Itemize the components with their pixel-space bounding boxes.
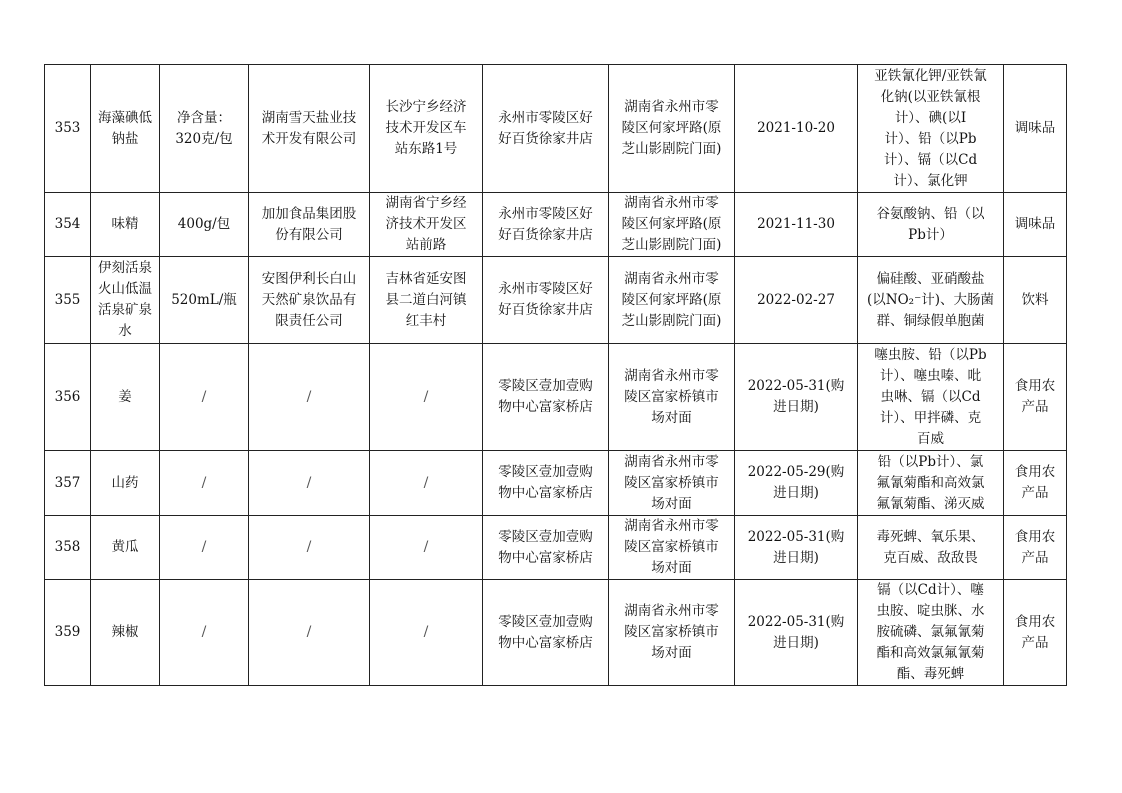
product-name: 黄瓜 xyxy=(91,516,160,580)
sampled-address: 湖南省永州市零 陵区何家坪路(原 芝山影剧院门面) xyxy=(609,65,735,193)
product-spec: / xyxy=(160,451,249,516)
row-number: 355 xyxy=(45,257,91,344)
product-spec: 520mL/瓶 xyxy=(160,257,249,344)
product-name: 姜 xyxy=(91,344,160,451)
sampling-results-table xyxy=(44,64,1067,686)
producer-name: / xyxy=(249,516,370,580)
production-date: 2022-05-29(购 进日期) xyxy=(735,451,858,516)
sampled-unit: 永州市零陵区好 好百货徐家井店 xyxy=(483,193,609,257)
production-date: 2022-05-31(购 进日期) xyxy=(735,580,858,686)
product-spec: 400g/包 xyxy=(160,193,249,257)
producer-address: / xyxy=(370,344,483,451)
product-spec: / xyxy=(160,516,249,580)
row-number: 356 xyxy=(45,344,91,451)
product-spec: / xyxy=(160,580,249,686)
producer-name: 安图伊利长白山 天然矿泉饮品有 限责任公司 xyxy=(249,257,370,344)
producer-name: / xyxy=(249,451,370,516)
table-row xyxy=(45,580,1067,686)
product-spec: 净含量： 320克/包 xyxy=(160,65,249,193)
test-items: 镉（以Cd计）、噻 虫胺、啶虫脒、水 胺硫磷、氯氟氰菊 酯和高效氯氟氰菊 酯、毒死蜱 xyxy=(858,580,1004,686)
sampled-address: 湖南省永州市零 陵区何家坪路(原 芝山影剧院门面) xyxy=(609,257,735,344)
product-name: 辣椒 xyxy=(91,580,160,686)
table-row xyxy=(45,516,1067,580)
table-row xyxy=(45,65,1067,193)
food-category: 食用农 产品 xyxy=(1004,516,1067,580)
sampled-unit: 永州市零陵区好 好百货徐家井店 xyxy=(483,65,609,193)
test-items: 偏硅酸、亚硝酸盐 (以NO₂⁻计)、大肠菌 群、铜绿假单胞菌 xyxy=(858,257,1004,344)
row-number: 359 xyxy=(45,580,91,686)
producer-name: / xyxy=(249,580,370,686)
sampled-unit: 永州市零陵区好 好百货徐家井店 xyxy=(483,257,609,344)
production-date: 2021-10-20 xyxy=(735,65,858,193)
test-items: 亚铁氰化钾/亚铁氰 化钠(以亚铁氰根 计）、碘(以Ⅰ 计）、铅（以Pb 计）、镉（以Cd 计）、氯化钾 xyxy=(858,65,1004,193)
product-name: 海藻碘低 钠盐 xyxy=(91,65,160,193)
test-items: 铅（以Pb计）、氯 氟氰菊酯和高效氯 氟氰菊酯、涕灭威 xyxy=(858,451,1004,516)
test-items: 谷氨酸钠、铅（以 Pb计） xyxy=(858,193,1004,257)
sampled-address: 湖南省永州市零 陵区何家坪路(原 芝山影剧院门面) xyxy=(609,193,735,257)
sampled-unit: 零陵区壹加壹购 物中心富家桥店 xyxy=(483,451,609,516)
sampled-unit: 零陵区壹加壹购 物中心富家桥店 xyxy=(483,516,609,580)
production-date: 2022-02-27 xyxy=(735,257,858,344)
table-row xyxy=(45,193,1067,257)
food-category: 饮料 xyxy=(1004,257,1067,344)
sampled-unit: 零陵区壹加壹购 物中心富家桥店 xyxy=(483,580,609,686)
producer-address: 长沙宁乡经济 技术开发区车 站东路1号 xyxy=(370,65,483,193)
food-category: 调味品 xyxy=(1004,193,1067,257)
product-name: 伊刻活泉 火山低温 活泉矿泉 水 xyxy=(91,257,160,344)
row-number: 354 xyxy=(45,193,91,257)
sampled-unit: 零陵区壹加壹购 物中心富家桥店 xyxy=(483,344,609,451)
test-items: 噻虫胺、铅（以Pb 计）、噻虫嗪、吡 虫啉、镉（以Cd 计）、甲拌磷、克 百威 xyxy=(858,344,1004,451)
food-category: 食用农 产品 xyxy=(1004,344,1067,451)
table-row xyxy=(45,344,1067,451)
sampled-address: 湖南省永州市零 陵区富家桥镇市 场对面 xyxy=(609,516,735,580)
producer-name: 湖南雪天盐业技 术开发有限公司 xyxy=(249,65,370,193)
product-name: 山药 xyxy=(91,451,160,516)
production-date: 2022-05-31(购 进日期) xyxy=(735,516,858,580)
sampled-address: 湖南省永州市零 陵区富家桥镇市 场对面 xyxy=(609,580,735,686)
production-date: 2022-05-31(购 进日期) xyxy=(735,344,858,451)
row-number: 357 xyxy=(45,451,91,516)
producer-address: / xyxy=(370,580,483,686)
producer-name: 加加食品集团股 份有限公司 xyxy=(249,193,370,257)
table-row xyxy=(45,257,1067,344)
food-category: 调味品 xyxy=(1004,65,1067,193)
producer-address: / xyxy=(370,451,483,516)
product-name: 味精 xyxy=(91,193,160,257)
test-items: 毒死蜱、氧乐果、 克百威、敌敌畏 xyxy=(858,516,1004,580)
production-date: 2021-11-30 xyxy=(735,193,858,257)
food-category: 食用农 产品 xyxy=(1004,580,1067,686)
row-number: 353 xyxy=(45,65,91,193)
sampled-address: 湖南省永州市零 陵区富家桥镇市 场对面 xyxy=(609,451,735,516)
product-spec: / xyxy=(160,344,249,451)
food-category: 食用农 产品 xyxy=(1004,451,1067,516)
table-row xyxy=(45,451,1067,516)
producer-address: 湖南省宁乡经 济技术开发区 站前路 xyxy=(370,193,483,257)
row-number: 358 xyxy=(45,516,91,580)
sampled-address: 湖南省永州市零 陵区富家桥镇市 场对面 xyxy=(609,344,735,451)
producer-address: 吉林省延安图 县二道白河镇 红丰村 xyxy=(370,257,483,344)
producer-address: / xyxy=(370,516,483,580)
producer-name: / xyxy=(249,344,370,451)
